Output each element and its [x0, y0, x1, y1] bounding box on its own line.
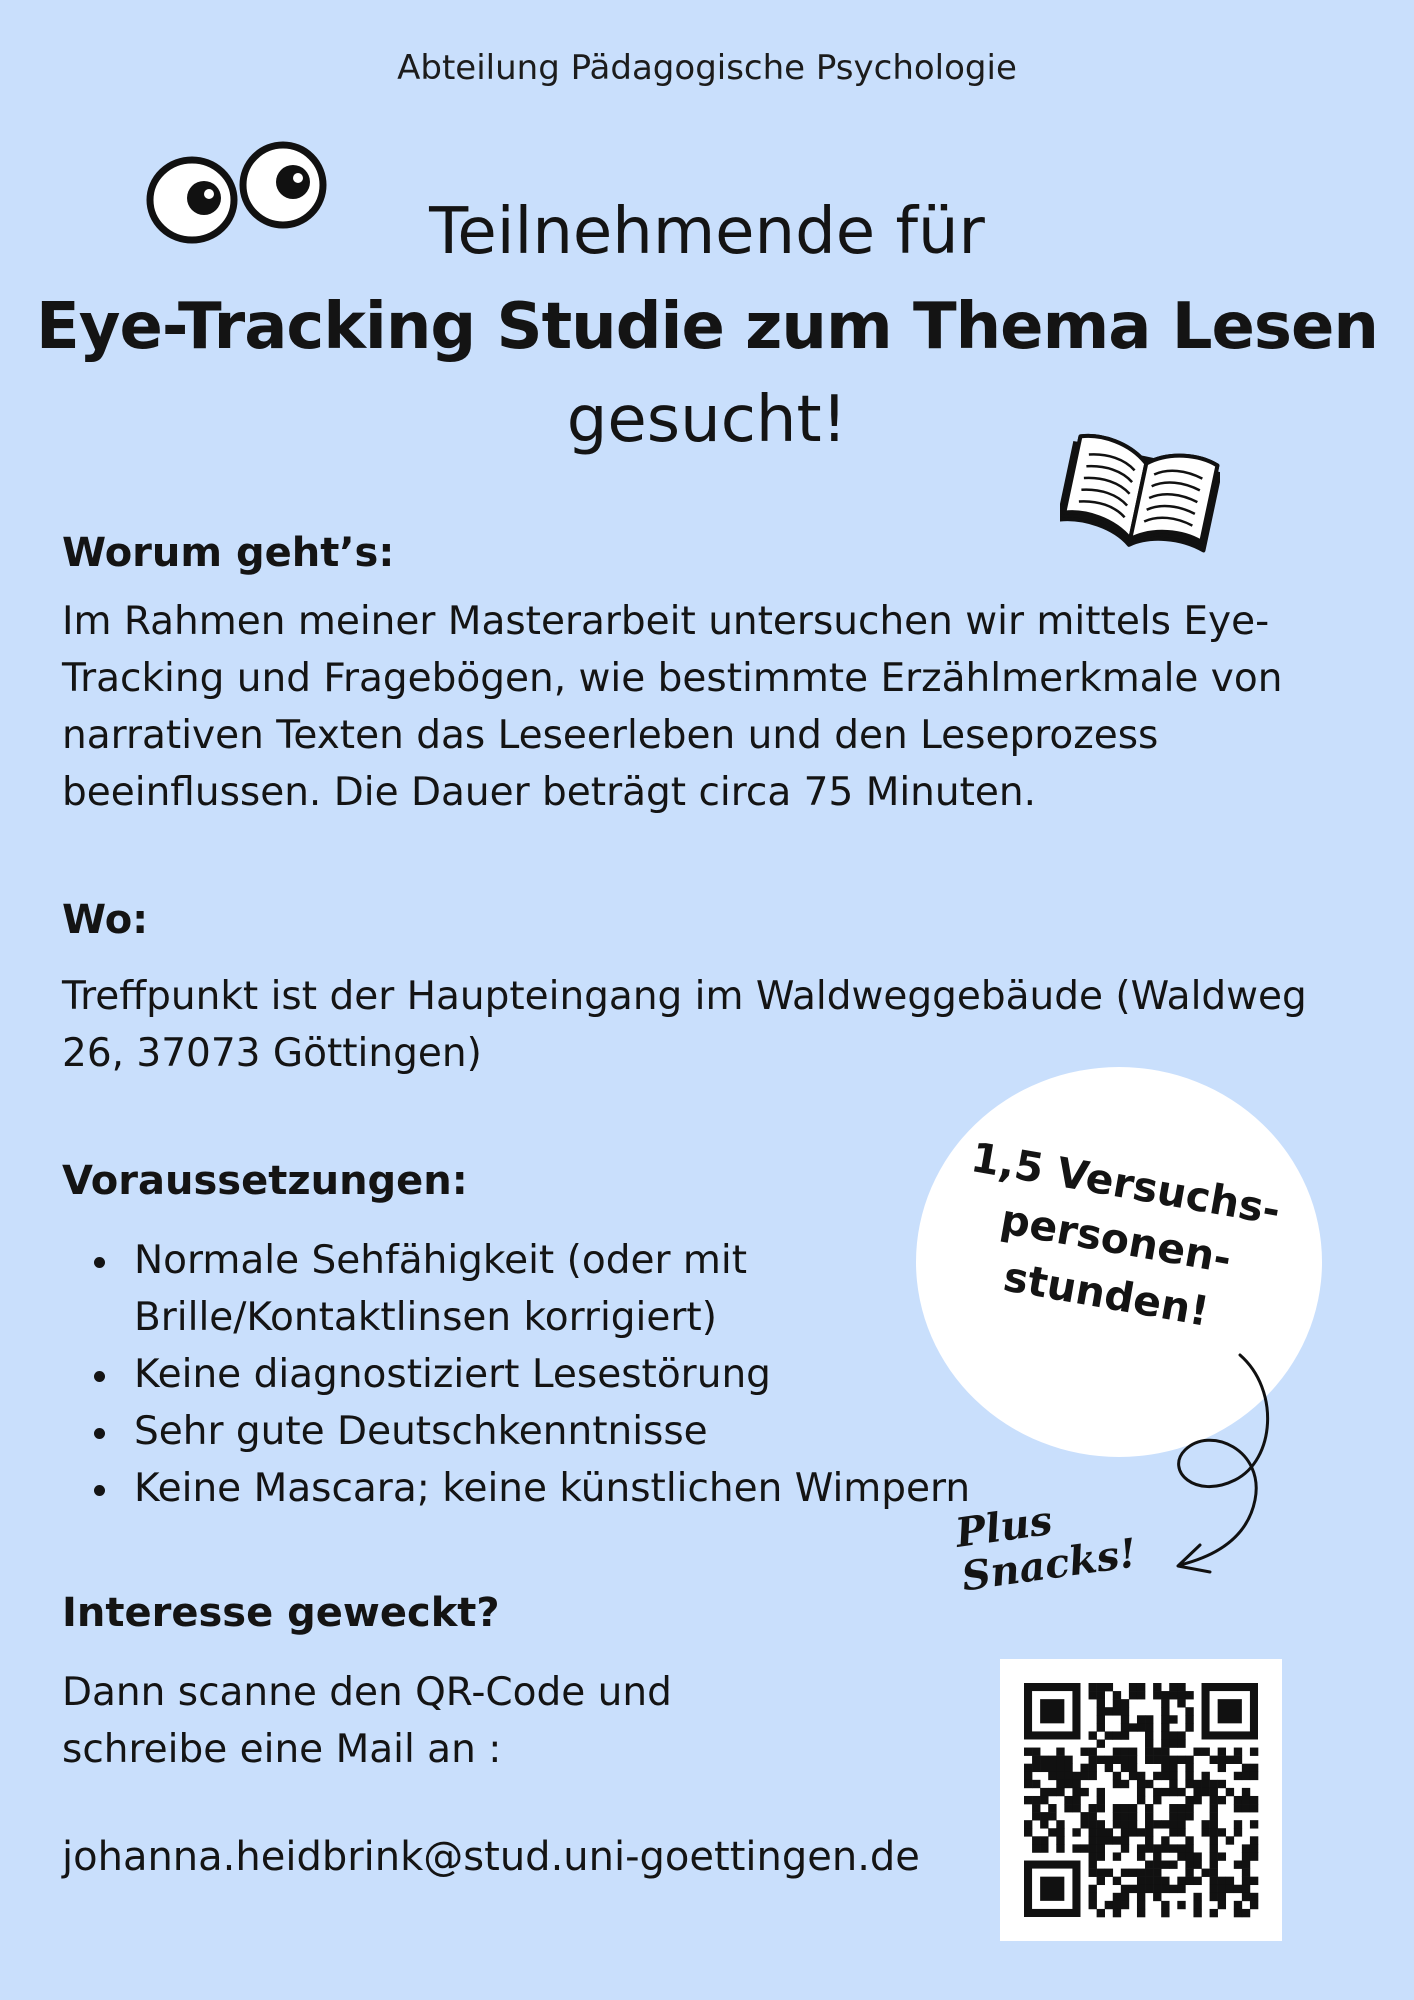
list-item: Keine diagnostiziert Lesestörung	[134, 1346, 970, 1403]
list-item: Normale Sehfähigkeit (oder mit Brille/Kontaktlinsen korrigiert)	[134, 1232, 774, 1346]
qr-code[interactable]	[1000, 1659, 1282, 1941]
email-address: johanna.heidbrink@stud.uni-goettingen.de	[62, 1834, 920, 1880]
title-line-2: Eye-Tracking Studie zum Thema Lesen	[36, 290, 1378, 364]
reward-bubble-text: 1,5 Versuchs-personen-stunden!	[967, 1133, 1284, 1336]
department-label: Abteilung Pädagogische Psychologie	[397, 48, 1017, 88]
open-book-icon	[1060, 428, 1220, 562]
location-text: Treffpunkt ist der Haupteingang im Waldweggebäude (Waldweg 26, 37073 Göttingen)	[62, 974, 1307, 1076]
location-heading: Wo:	[62, 897, 149, 943]
title-line-1: Teilnehmende für	[429, 195, 985, 269]
contact-text: Dann scanne den QR-Code und schreibe eine Mail an :	[62, 1670, 672, 1772]
curly-arrow-icon	[1150, 1340, 1280, 1584]
snacks-note: Plus Snacks!	[952, 1496, 1140, 1601]
list-item: Sehr gute Deutschkenntnisse	[134, 1403, 970, 1460]
list-item: Keine Mascara; keine künstlichen Wimpern	[134, 1460, 970, 1517]
contact-heading: Interesse geweckt?	[62, 1590, 500, 1636]
requirements-list	[62, 1232, 970, 1517]
requirements-heading: Voraussetzungen:	[62, 1158, 468, 1204]
about-text: Im Rahmen meiner Masterarbeit untersuchen wir mittels Eye-Tracking und Fragebögen, wie bestimmte Erzählmerkmale von narrativen Texten das Leseerleben und den Leseprozess beeinflussen. Die Dauer beträgt circa 75 Minuten.	[62, 599, 1283, 815]
about-heading: Worum geht’s:	[62, 530, 395, 576]
title-line-3: gesucht!	[566, 383, 848, 457]
